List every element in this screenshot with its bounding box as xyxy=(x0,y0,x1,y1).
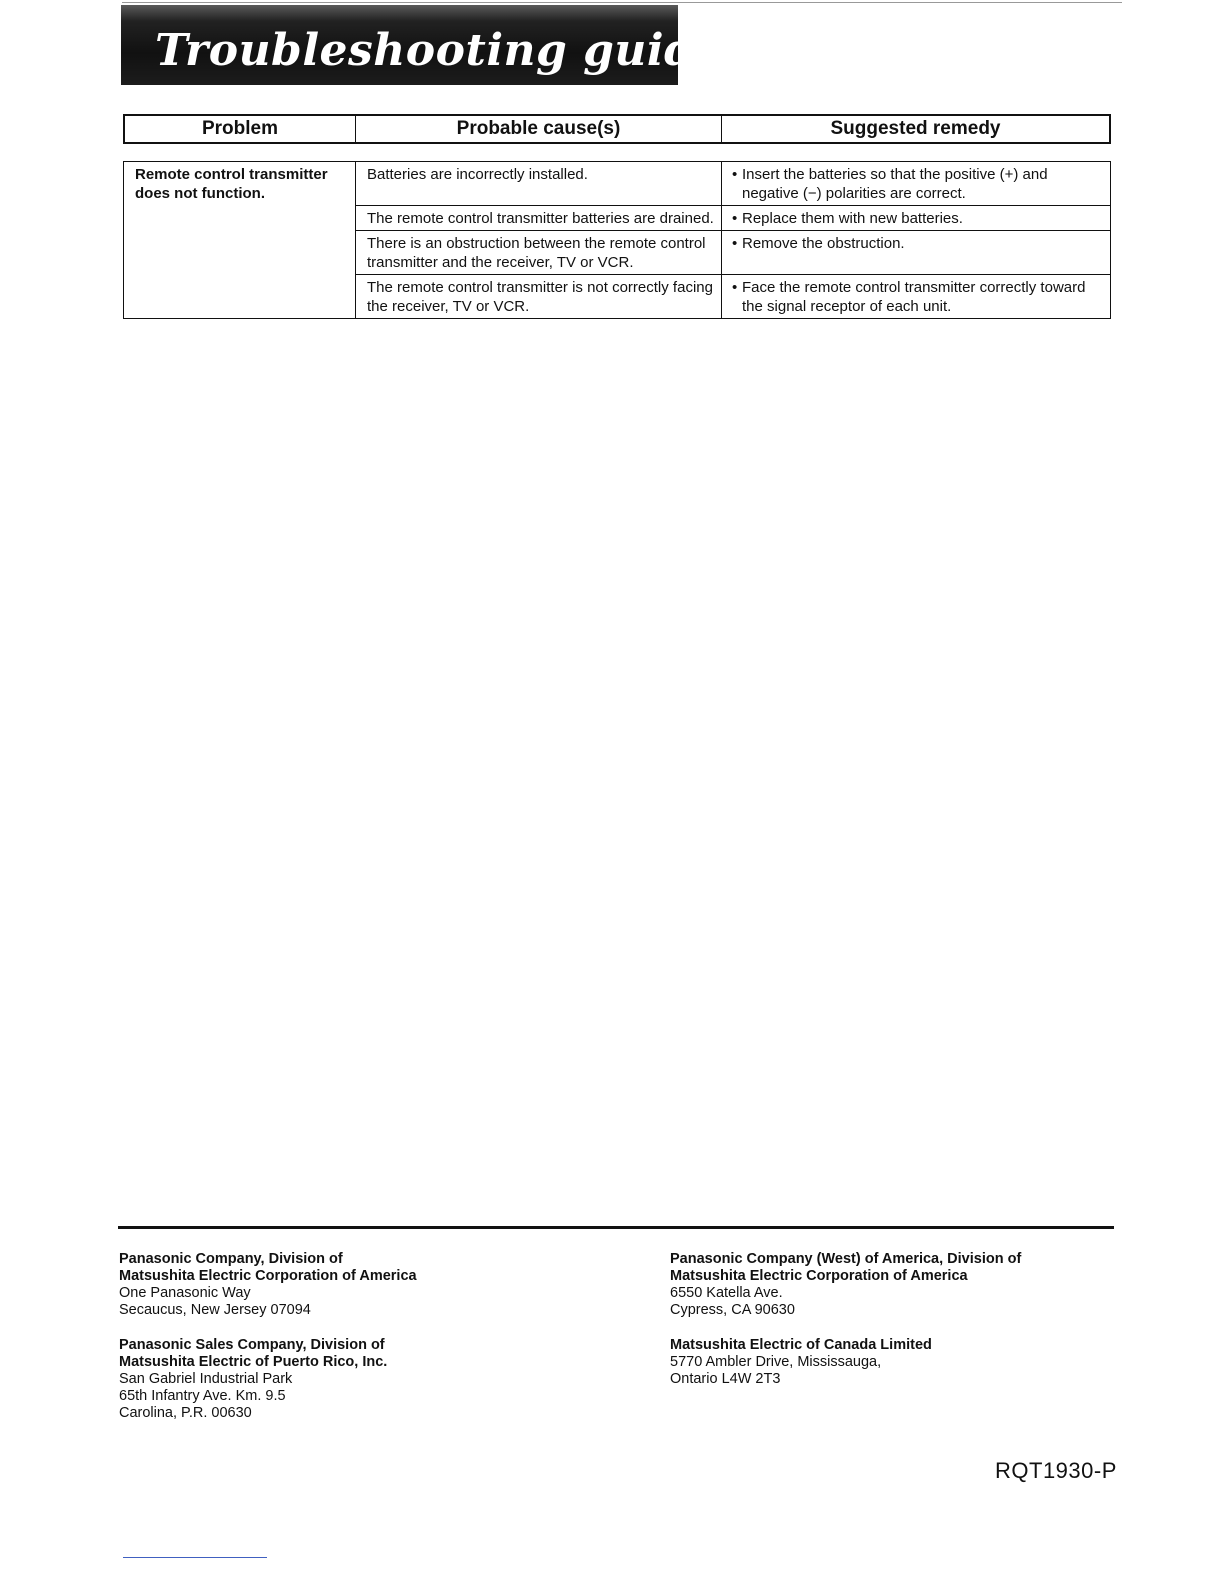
remedy-text: Face the remote control transmitter correctly toward the signal receptor of each unit. xyxy=(742,279,1086,315)
address-line: Carolina, P.R. 00630 xyxy=(119,1405,252,1421)
remedy-cell xyxy=(722,162,1111,206)
address-line: Cypress, CA 90630 xyxy=(670,1302,795,1318)
company-name: Panasonic Sales Company, Division of xyxy=(119,1337,385,1353)
remedy-text: Remove the obstruction. xyxy=(742,235,905,252)
cause-cell: There is an obstruction between the remote control transmitter and the receiver, TV or VCR. xyxy=(356,231,722,275)
address-line: Secaucus, New Jersey 07094 xyxy=(119,1302,311,1318)
footer-line xyxy=(123,1557,267,1558)
company-name: Panasonic Company (West) of America, Division of xyxy=(670,1251,1022,1267)
company-name: Matsushita Electric Corporation of America xyxy=(670,1268,968,1284)
address-line: 5770 Ambler Drive, Mississauga, xyxy=(670,1354,882,1370)
remedy-cell xyxy=(722,206,1111,231)
bullet-icon: • xyxy=(732,166,738,183)
remedy-text: Replace them with new batteries. xyxy=(742,210,963,227)
table-header xyxy=(123,114,1111,144)
cause-cell: Batteries are incorrectly installed. xyxy=(356,162,722,206)
address-block-ca xyxy=(670,1251,1021,1319)
header-problem: Problem xyxy=(125,116,356,142)
title-banner xyxy=(121,5,724,85)
address-line: San Gabriel Industrial Park xyxy=(119,1371,293,1387)
footer-rule xyxy=(118,1226,1114,1229)
address-line: Ontario L4W 2T3 xyxy=(670,1371,781,1387)
address-line: 65th Infantry Ave. Km. 9.5 xyxy=(119,1388,286,1404)
page-title: Troubleshooting guide xyxy=(155,25,724,76)
top-rule xyxy=(122,2,1122,3)
address-block-pr xyxy=(119,1337,387,1422)
problem-cell: Remote control transmitter does not function. xyxy=(124,162,356,319)
bullet-icon: • xyxy=(732,279,738,296)
table-row xyxy=(124,162,1111,206)
address-block-canada xyxy=(670,1337,932,1388)
troubleshooting-table xyxy=(123,161,1111,319)
address-line: One Panasonic Way xyxy=(119,1285,251,1301)
bullet-icon: • xyxy=(732,235,738,252)
bullet-icon: • xyxy=(732,210,738,227)
company-name: Panasonic Company, Division of xyxy=(119,1251,343,1267)
cause-cell: The remote control transmitter is not correctly facing the receiver, TV or VCR. xyxy=(356,275,722,319)
model-number: RQT1930-P xyxy=(995,1458,1117,1483)
cause-cell: The remote control transmitter batteries are drained. xyxy=(356,206,722,231)
address-block-nj xyxy=(119,1251,417,1319)
remedy-cell xyxy=(722,231,1111,275)
company-name: Matsushita Electric of Canada Limited xyxy=(670,1337,932,1353)
address-line: 6550 Katella Ave. xyxy=(670,1285,783,1301)
company-name: Matsushita Electric Corporation of America xyxy=(119,1268,417,1284)
company-name: Matsushita Electric of Puerto Rico, Inc. xyxy=(119,1354,388,1370)
remedy-cell xyxy=(722,275,1111,319)
header-remedy: Suggested remedy xyxy=(830,118,1001,139)
header-cause: Probable cause(s) xyxy=(356,116,722,142)
remedy-text: Insert the batteries so that the positive (+) and negative (−) polarities are correct. xyxy=(742,166,1048,202)
